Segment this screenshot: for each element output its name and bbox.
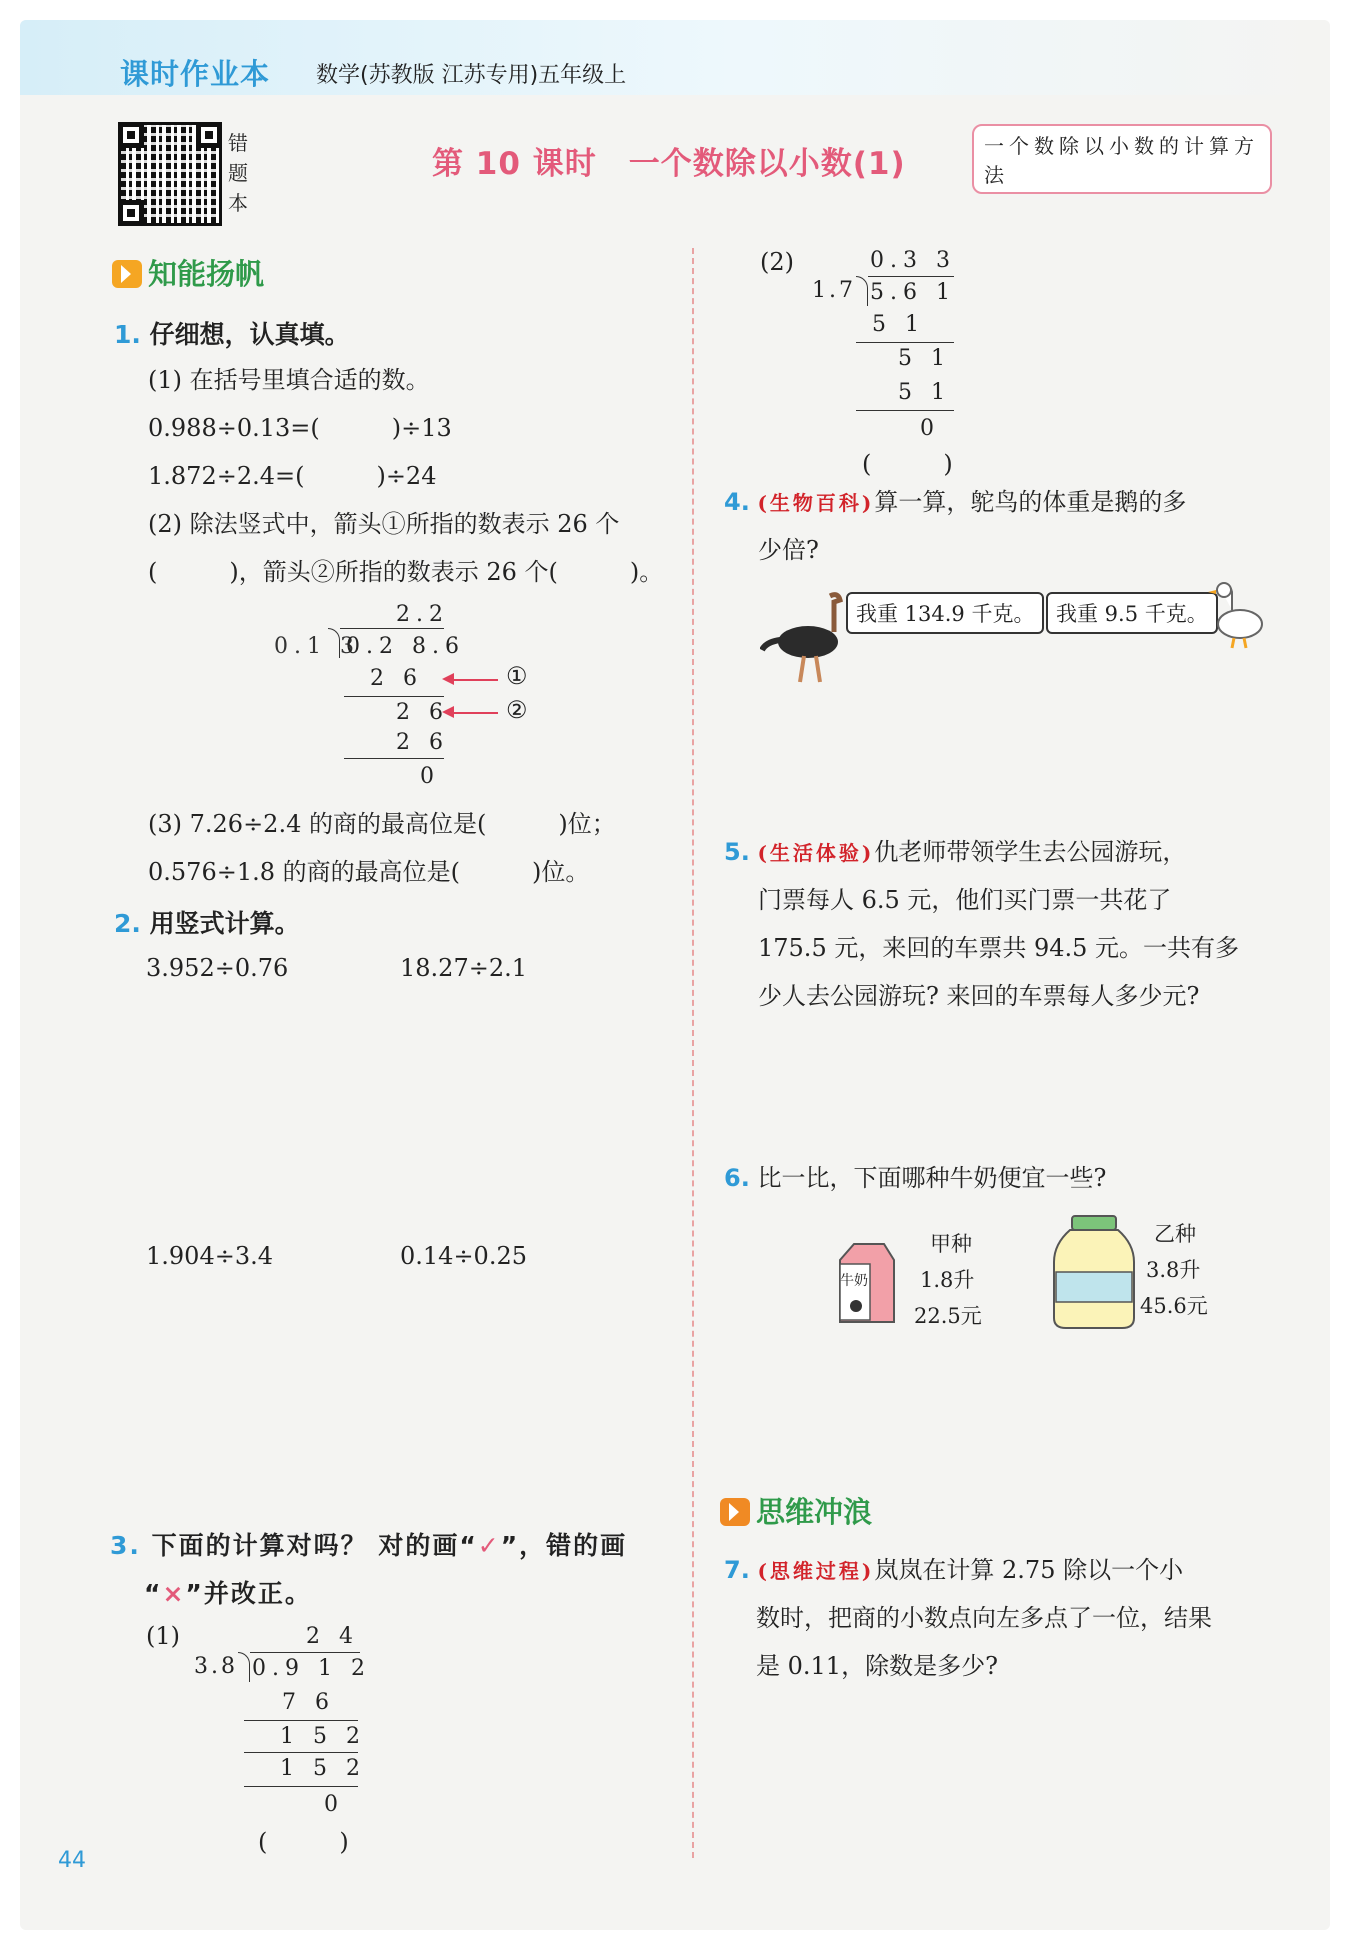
arrow-2-head-icon	[442, 706, 454, 718]
section-heading-text: 思维冲浪	[756, 1495, 873, 1529]
q1-part2-line1: (2) 除法竖式中，箭头①所指的数表示 26 个	[148, 510, 620, 538]
section-heading-siwei	[720, 1490, 872, 1531]
division-row: 2 6	[396, 700, 449, 725]
division-remainder: 0	[324, 1792, 344, 1817]
milk-b-name: 乙种	[1154, 1222, 1196, 1246]
qr-code-icon[interactable]	[118, 122, 222, 226]
q3-number: 3.	[110, 1531, 141, 1560]
q4-tag: (生物百科)	[757, 491, 875, 515]
q5-line: 门票每人 6.5 元，他们买门票一共花了	[758, 886, 1172, 914]
division-bar	[340, 628, 444, 629]
goose-speech-bubble: 我重 9.5 千克。	[1046, 592, 1218, 634]
q1-heading	[114, 315, 350, 351]
division-bar	[868, 276, 954, 277]
q7-line: 数时，把商的小数点向左多点了一位，结果	[756, 1604, 1212, 1632]
division-line	[856, 410, 954, 411]
q5-text: 仇老师带领学生去公园游玩，	[874, 838, 1187, 866]
q7-line1	[724, 1554, 1183, 1587]
division-line	[856, 342, 954, 343]
column-divider	[692, 248, 694, 1858]
arrow-marker-1: ①	[506, 662, 528, 690]
q1-title: 仔细想，认真填。	[149, 320, 350, 349]
q7-line: 是 0.11，除数是多少?	[756, 1652, 998, 1680]
answer-blank[interactable]: ( )	[862, 450, 953, 478]
arrow-1-head-icon	[442, 673, 454, 685]
division-row: 7 6	[282, 1690, 335, 1715]
q1-part2-line2: ( )，箭头②所指的数表示 26 个( )。	[148, 558, 664, 586]
arrow-marker-2: ②	[506, 696, 528, 724]
division-bar	[250, 1652, 360, 1653]
division-row: 5 1	[872, 312, 925, 337]
q3-part-label: (1)	[146, 1622, 180, 1650]
q1-part1-a: 0.988÷0.13=( )÷13	[148, 414, 452, 442]
milk-b-price: 45.6元	[1140, 1294, 1208, 1318]
ostrich-icon	[760, 590, 856, 684]
q1-part3-line1: (3) 7.26÷2.4 的商的最高位是( )位；	[148, 810, 616, 838]
division-quotient: 2.2	[396, 602, 449, 627]
division-row: 2 6	[396, 730, 449, 755]
subject-subtitle: 数学(苏教版 江苏专用)五年级上	[316, 63, 627, 88]
milk-carton-label: 牛奶	[840, 1273, 868, 1289]
wave-icon	[720, 1498, 750, 1526]
division-line	[344, 758, 444, 759]
division-line	[244, 1752, 358, 1753]
q2-heading	[114, 904, 300, 940]
division-row: 5 1	[898, 346, 951, 371]
q4-line2: 少倍?	[758, 536, 819, 564]
page-number: 44	[58, 1848, 86, 1873]
q3-title-part: “	[144, 1579, 163, 1608]
milk-b-volume: 3.8升	[1146, 1258, 1201, 1282]
q3-heading-line2	[144, 1574, 312, 1610]
division-dividend: 0.2 8.6	[346, 634, 465, 659]
division-row: 1 5 2	[280, 1724, 366, 1749]
division-row: 5 1	[898, 380, 951, 405]
q7-number: 7.	[724, 1556, 750, 1584]
q3-title-part: ”并改正。	[185, 1579, 312, 1608]
error-notebook-char: 题	[228, 161, 248, 185]
section-heading-zhineng	[112, 252, 264, 293]
q1-part1-b: 1.872÷2.4=( )÷24	[148, 462, 437, 490]
sail-icon	[112, 260, 142, 288]
q5-line: 175.5 元，来回的车票共 94.5 元。一共有多	[758, 934, 1240, 962]
cross-mark-icon: ×	[162, 1579, 186, 1608]
division-divisor: 3.8	[194, 1654, 238, 1679]
error-notebook-label	[226, 128, 250, 218]
q7-tag: (思维过程)	[757, 1559, 875, 1583]
q4-text: 算一算，鸵鸟的体重是鹅的多	[874, 488, 1187, 516]
q3-title-part: ”，错的画	[500, 1531, 628, 1560]
error-notebook-char: 本	[228, 191, 248, 215]
q5-number: 5.	[724, 838, 750, 866]
q6-text: 比一比，下面哪种牛奶便宜一些?	[757, 1164, 1107, 1192]
division-row: 1 5 2	[280, 1756, 366, 1781]
error-notebook-char: 错	[228, 131, 248, 155]
q2-item: 1.904÷3.4	[146, 1242, 273, 1270]
division-dividend: 5.6 1	[870, 280, 956, 305]
division-divisor: 1.7	[812, 278, 856, 303]
division-line	[244, 1786, 358, 1787]
q4-number: 4.	[724, 488, 750, 516]
milk-a-volume: 1.8升	[920, 1268, 975, 1292]
division-line	[344, 696, 444, 697]
q5-line1	[724, 836, 1186, 869]
q4-line1	[724, 486, 1186, 519]
division-quotient: 0.3 3	[870, 248, 956, 273]
q3-title-part: 下面的计算对吗？ 对的画“	[151, 1531, 478, 1560]
check-mark-icon: ✓	[477, 1531, 501, 1560]
q1-part3-line2: 0.576÷1.8 的商的最高位是( )位。	[148, 858, 590, 886]
division-line	[244, 1720, 358, 1721]
q6-line1	[724, 1162, 1106, 1194]
lesson-title: 第 10 课时 一个数除以小数(1)	[432, 146, 906, 182]
q2-number: 2.	[114, 909, 141, 938]
division-remainder: 0	[920, 416, 940, 441]
q1-number: 1.	[114, 320, 141, 349]
q2-item: 0.14÷0.25	[400, 1242, 527, 1270]
milk-a-price: 22.5元	[914, 1304, 982, 1328]
division-dividend: 0.9 1 2	[252, 1656, 371, 1681]
division-row: 2 6	[370, 666, 423, 691]
milk-a-name: 甲种	[930, 1232, 972, 1256]
lesson-topic-tag: 一个数除以小数的计算方法	[972, 124, 1272, 194]
arrow-1	[452, 679, 498, 681]
q5-tag: (生活体验)	[757, 841, 875, 865]
q7-text: 岚岚在计算 2.75 除以一个小	[874, 1556, 1184, 1584]
q1-part1-text: (1) 在括号里填合适的数。	[148, 366, 430, 394]
division-divisor: 0.1 3	[274, 634, 360, 659]
q6-number: 6.	[724, 1164, 750, 1192]
arrow-2	[452, 712, 498, 714]
milk-bottle-icon	[1052, 1214, 1136, 1330]
answer-blank[interactable]: ( )	[258, 1828, 349, 1856]
q3-heading-line1	[110, 1526, 627, 1562]
division-remainder: 0	[420, 764, 440, 789]
series-title: 课时作业本	[120, 57, 271, 91]
ostrich-speech-bubble: 我重 134.9 千克。	[846, 592, 1044, 634]
section-heading-text: 知能扬帆	[148, 257, 265, 291]
division-quotient: 2 4	[306, 1624, 359, 1649]
q3-part-label: (2)	[760, 248, 794, 276]
q2-item: 18.27÷2.1	[400, 954, 527, 982]
q2-item: 3.952÷0.76	[146, 954, 289, 982]
q5-line: 少人去公园游玩? 来回的车票每人多少元?	[758, 982, 1200, 1010]
goose-icon	[1206, 580, 1266, 650]
q2-title: 用竖式计算。	[149, 909, 300, 938]
